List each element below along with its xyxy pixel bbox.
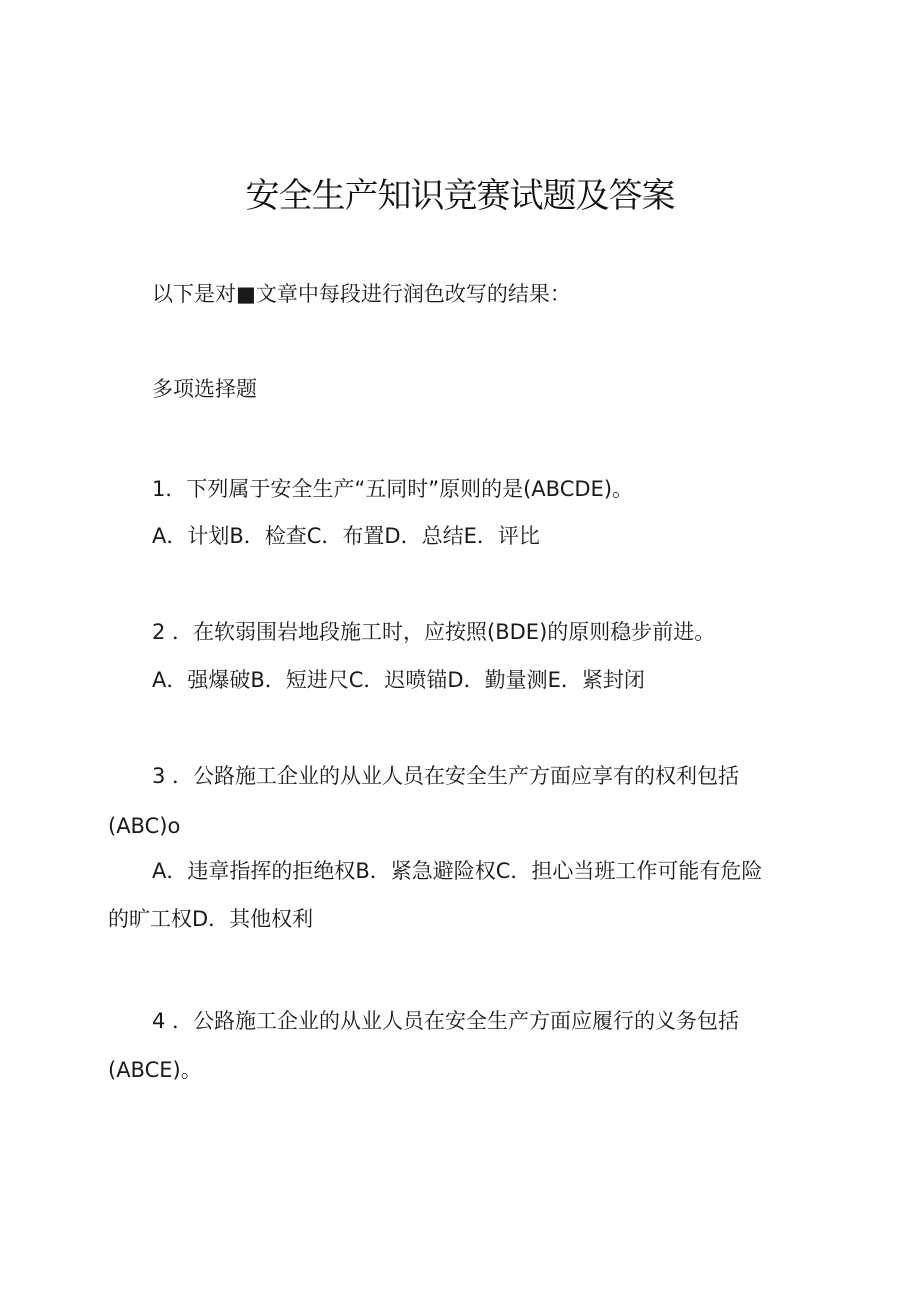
question-1-options: A．计划B．检查C．布置D．总结E．评比 bbox=[152, 524, 540, 548]
question-3-stem-cont: (ABC)o bbox=[108, 814, 181, 838]
question-2-stem: 2 ．在软弱围岩地段施工时，应按照(BDE)的原则稳步前进。 bbox=[152, 620, 716, 644]
document-title: 安全生产知识竞赛试题及答案 bbox=[245, 176, 675, 216]
question-2-options: A．强爆破B．短进尺C．迟喷锚D．勤量测E．紧封闭 bbox=[152, 668, 645, 692]
question-3-options-cont: 的旷工权D．其他权利 bbox=[108, 907, 314, 931]
question-4-stem-cont: (ABCE)。 bbox=[108, 1058, 202, 1082]
intro-text: 以下是对■文章中每段进行润色改写的结果： bbox=[152, 282, 571, 306]
question-3-stem: 3 ．公路施工企业的从业人员在安全生产方面应享有的权利包括 bbox=[152, 764, 740, 788]
question-3-options: A．违章指挥的拒绝权B．紧急避险权C．担心当班工作可能有危险 bbox=[152, 859, 763, 883]
question-1-stem: 1．下列属于安全生产“五同时”原则的是(ABCDE)。 bbox=[152, 477, 634, 501]
question-4-stem: 4 ．公路施工企业的从业人员在安全生产方面应履行的义务包括 bbox=[152, 1009, 740, 1033]
section-heading: 多项选择题 bbox=[152, 377, 257, 401]
